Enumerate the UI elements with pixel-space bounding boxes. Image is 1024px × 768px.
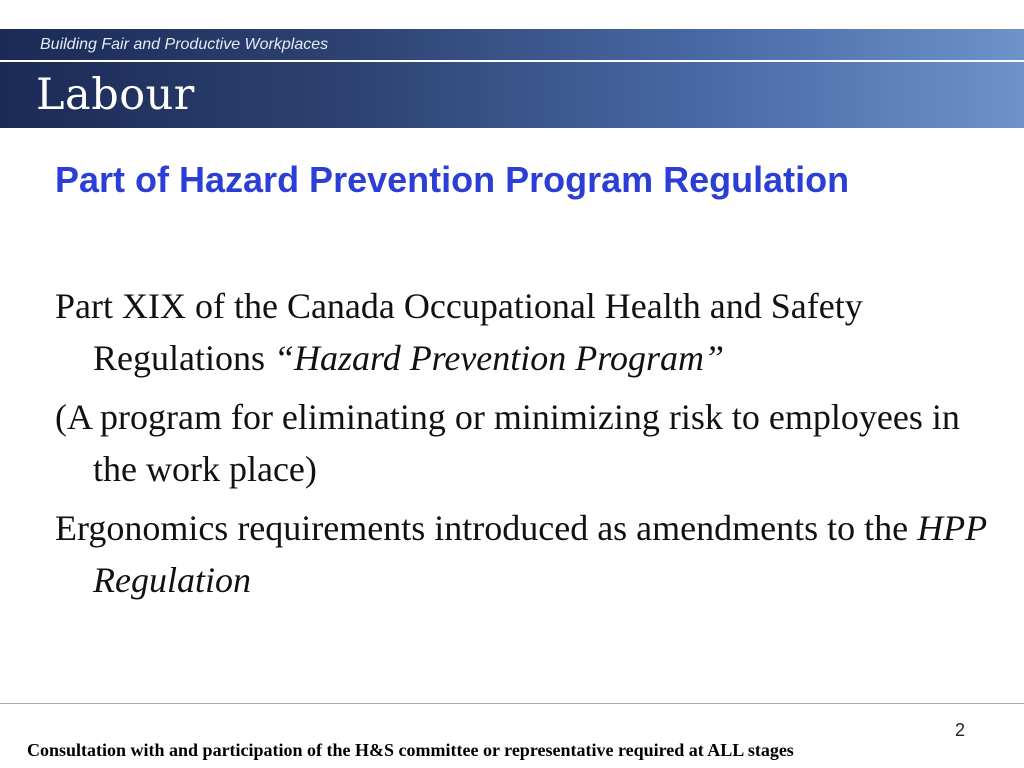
page-number: 2 xyxy=(954,720,965,740)
bullet-text: (A program for eliminating or minimizing risk to employees in the work place) xyxy=(55,397,960,489)
bullet-emphasis: HPP Regulation xyxy=(93,508,987,600)
footer-divider xyxy=(0,703,1024,704)
bullet-text: Part XIX of the Canada Occupational Health and Safety Regulations xyxy=(55,286,863,378)
bullet-list xyxy=(55,280,1005,613)
bullet-item xyxy=(55,391,1005,495)
footer-note: Consultation with and participation of the H&S committee or representative required at ALL stages xyxy=(27,740,794,760)
banner-divider xyxy=(0,60,1024,62)
bullet-text: Ergonomics requirements introduced as amendments to the xyxy=(55,508,918,548)
banner-tagline: Building Fair and Productive Workplaces xyxy=(40,36,329,53)
header-banner xyxy=(0,29,1024,128)
bullet-item xyxy=(55,280,1005,384)
bullet-item xyxy=(55,502,1005,606)
slide-title: Part of Hazard Prevention Program Regulation xyxy=(55,159,850,200)
labour-wordmark: Labour xyxy=(36,70,195,120)
bullet-emphasis: “Hazard Prevention Program” xyxy=(273,338,724,378)
